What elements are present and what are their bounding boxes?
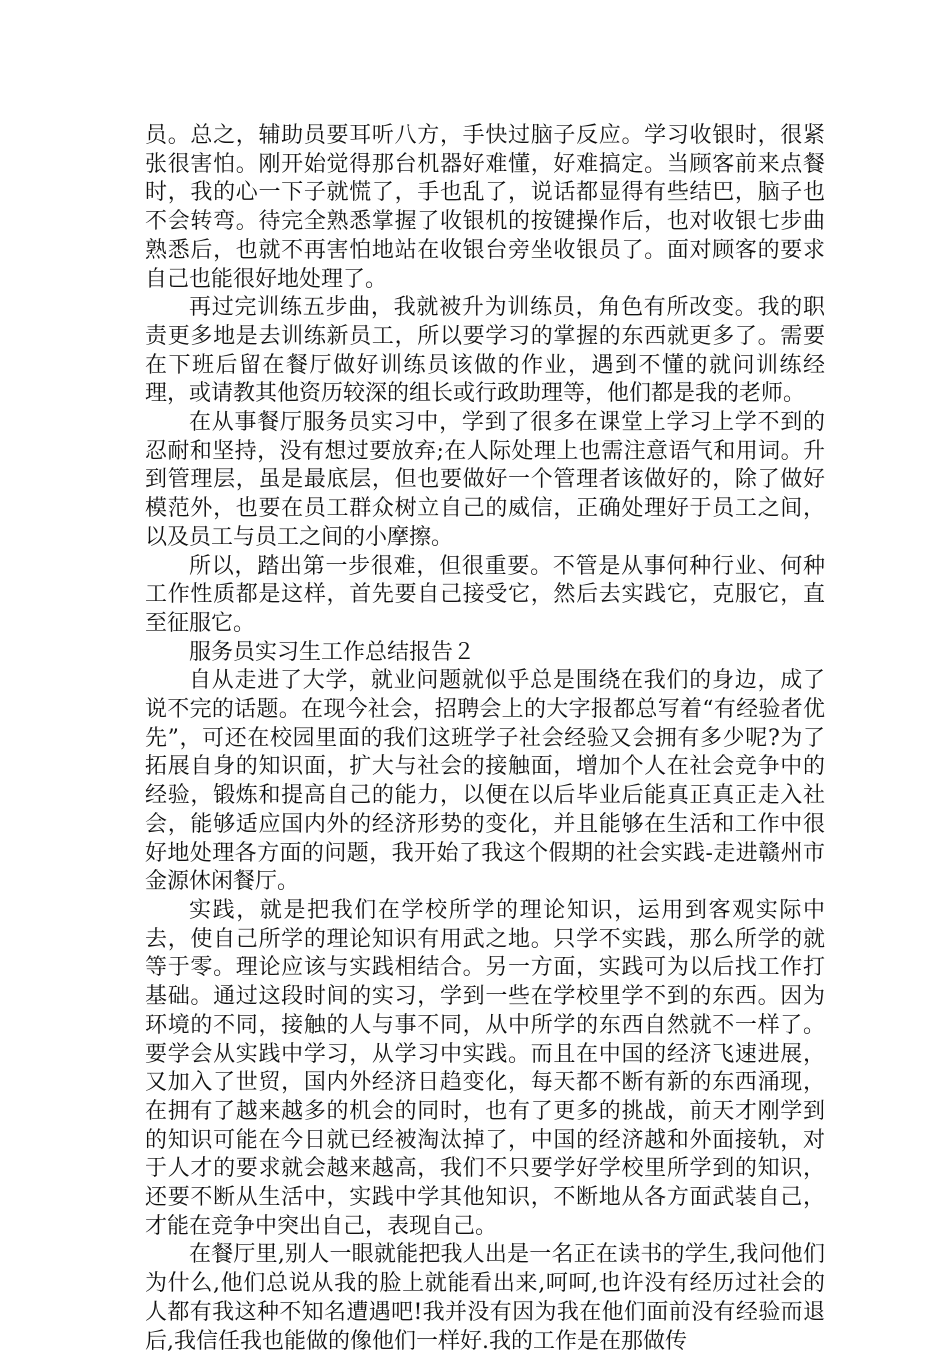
paragraph: 所以，踏出第一步很难，但很重要。不管是从事何种行业、何种工作性质都是这样，首先要自己接受它，然后去实践它，克服它，直至征服它。 (145, 553, 825, 636)
section-heading: 服务员实习生工作总结报告２ (189, 639, 476, 665)
document-page (145, 122, 825, 1356)
paragraph: 在餐厅里,别人一眼就能把我人出是一名正在读书的学生,我问他们为什么,他们总说从我的脸上就能看出来,呵呵,也许没有经历过社会的人都有我这种不知名遭遇吧!我并没有因为我在他们面前没有经验而退后,我信任我也能做的像他们一样好.我的工作是在那做传 (145, 1242, 825, 1354)
paragraph: 自从走进了大学，就业问题就似乎总是围绕在我们的身边，成了说不完的话题。在现今社会，招聘会上的大字报都总写着“有经验者优先”，可还在校园里面的我们这班学子社会经验又会拥有多少呢?为了拓展自身的知识面，扩大与社会的接触面，增加个人在社会竞争中的经验，锻炼和提高自己的能力，以便在以后毕业后能真正真正走入社会，能够适应国内外的经济形势的变化，并且能够在生活和工作中很好地处理各方面的问题，我开始了我这个假期的社会实践-走进赣州市金源休闲餐厅。 (145, 668, 825, 895)
paragraph: 在从事餐厅服务员实习中，学到了很多在课堂上学习上学不到的忍耐和坚持，没有想过要放弃;在人际处理上也需注意语气和用词。升到管理层，虽是最底层，但也要做好一个管理者该做好的，除了做好模范外，也要在员工群众树立自己的威信，正确处理好于员工之间，以及员工与员工之间的小摩擦。 (145, 410, 825, 550)
paragraph-continued: 员。总之，辅助员要耳听八方，手快过脑子反应。学习收银时，很紧张很害怕。刚开始觉得那台机器好难懂，好难搞定。当顾客前来点餐时，我的心一下子就慌了，手也乱了，说话都显得有些结巴，脑子也不会转弯。待完全熟悉掌握了收银机的按键操作后，也对收银七步曲熟悉后，也就不再害怕地站在收银台旁坐收银员了。面对顾客的要求自己也能很好地处理了。 (145, 123, 825, 292)
paragraph: 实践，就是把我们在学校所学的理论知识，运用到客观实际中去，使自己所学的理论知识有用武之地。只学不实践，那么所学的就等于零。理论应该与实践相结合。另一方面，实践可为以后找工作打基础。通过这段时间的实习，学到一些在学校里学不到的东西。因为环境的不同，接触的人与事不同，从中所学的东西自然就不一样了。要学会从实践中学习，从学习中实践。而且在中国的经济飞速进展，又加入了世贸，国内外经济日趋变化，每天都不断有新的东西涌现，在拥有了越来越多的机会的同时，也有了更多的挑战，前天才刚学到的知识可能在今日就已经被淘汰掉了，中国的经济越和外面接轨，对于人才的要求就会越来越高，我们不只要学好学校里所学到的知识，还要不断从生活中，实践中学其他知识，不断地从各方面武装自己，才能在竞争中突出自己，表现自己。 (145, 897, 825, 1239)
paragraph: 再过完训练五步曲，我就被升为训练员，角色有所改变。我的职责更多地是去训练新员工，所以要学习的掌握的东西就更多了。需要在下班后留在餐厅做好训练员该做的作业，遇到不懂的就问训练经理，或请教其他资历较深的组长或行政助理等，他们都是我的老师。 (145, 295, 825, 407)
